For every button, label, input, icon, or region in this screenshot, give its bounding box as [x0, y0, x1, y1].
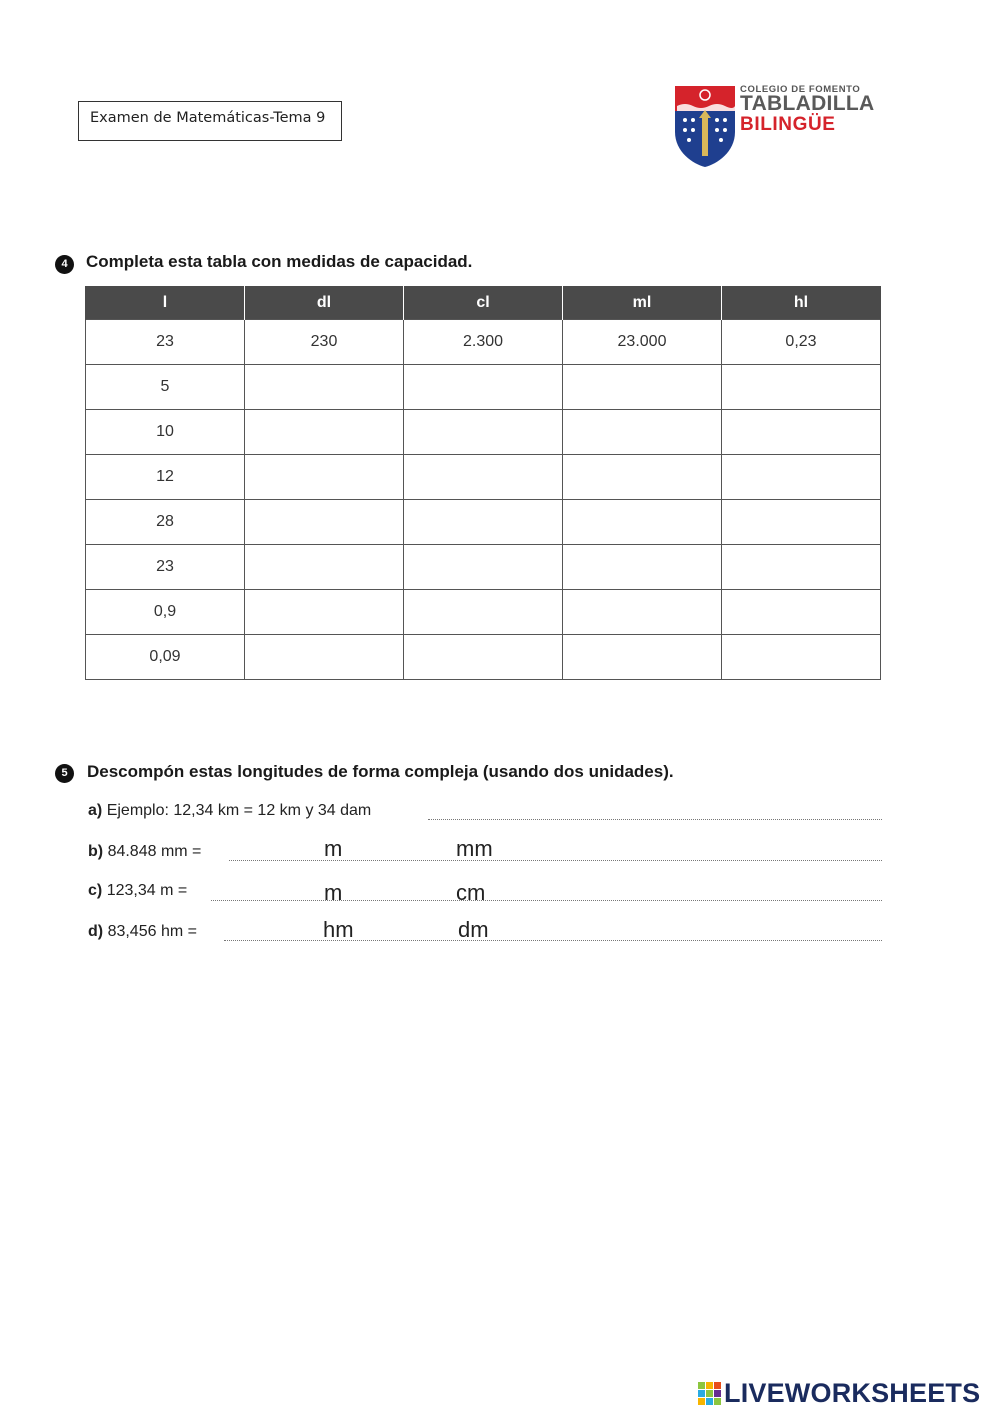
liveworksheets-logo-icon — [698, 1382, 722, 1406]
column-header: hl — [722, 286, 881, 320]
answer-cell[interactable] — [404, 365, 563, 410]
unit-label: m — [324, 836, 343, 861]
table-cell: 12 — [86, 455, 245, 500]
exercise-letter: b) — [88, 843, 104, 860]
answer-cell[interactable] — [245, 590, 404, 635]
answer-cell[interactable] — [404, 545, 563, 590]
exercise-text: 84.848 mm = — [107, 843, 202, 860]
answer-line — [428, 819, 882, 820]
answer-cell[interactable] — [245, 500, 404, 545]
table-cell: 0,09 — [86, 635, 245, 680]
unit-label: m — [324, 880, 343, 905]
answer-cell[interactable] — [404, 635, 563, 680]
table-cell: 0,23 — [722, 320, 881, 365]
exercise-text: Ejemplo: 12,34 km = 12 km y 34 dam — [106, 802, 372, 819]
answer-cell[interactable] — [245, 455, 404, 500]
answer-cell[interactable] — [563, 590, 722, 635]
answer-cell[interactable] — [722, 500, 881, 545]
answer-cell[interactable] — [563, 455, 722, 500]
answer-cell[interactable] — [563, 410, 722, 455]
exercise-letter: c) — [88, 882, 103, 899]
school-name-line1: COLEGIO DE FOMENTO — [740, 84, 861, 95]
table-row — [86, 545, 881, 590]
answer-cell[interactable] — [245, 410, 404, 455]
capacity-table — [85, 286, 881, 680]
table-row — [86, 635, 881, 680]
exercise-letter: a) — [88, 802, 103, 819]
table-cell: 23 — [86, 545, 245, 590]
column-header: ml — [563, 286, 722, 320]
question-4-prompt: Completa esta tabla con medidas de capacidad. — [86, 252, 473, 271]
column-header: cl — [404, 286, 563, 320]
answer-cell[interactable] — [245, 545, 404, 590]
question-5-number: 5 — [55, 764, 74, 783]
answer-cell[interactable] — [563, 365, 722, 410]
table-row — [86, 590, 881, 635]
school-name-line3: BILINGÜE — [740, 114, 836, 135]
table-row — [86, 455, 881, 500]
answer-cell[interactable] — [722, 365, 881, 410]
table-cell: 5 — [86, 365, 245, 410]
exercise-d — [88, 923, 197, 947]
exercise-text: 123,34 m = — [106, 882, 188, 899]
table-cell: 23 — [86, 320, 245, 365]
exercise-c — [88, 882, 187, 906]
column-header: l — [86, 286, 245, 320]
answer-cell[interactable] — [404, 455, 563, 500]
exercise-text: 83,456 hm = — [107, 923, 197, 940]
answer-cell[interactable] — [245, 635, 404, 680]
answer-cell[interactable] — [404, 500, 563, 545]
school-name-line2: TABLADILLA — [740, 92, 875, 115]
table-cell: 0,9 — [86, 590, 245, 635]
exam-title: Examen de Matemáticas-Tema 9 — [78, 101, 342, 141]
unit-label: dm — [458, 917, 489, 942]
answer-cell[interactable] — [722, 590, 881, 635]
answer-cell[interactable] — [722, 455, 881, 500]
table-row — [86, 320, 881, 365]
exercise-letter: d) — [88, 923, 104, 940]
answer-cell[interactable] — [563, 635, 722, 680]
table-row — [86, 500, 881, 545]
answer-cell[interactable] — [404, 590, 563, 635]
answer-cell[interactable] — [245, 365, 404, 410]
answer-cell[interactable] — [722, 410, 881, 455]
table-cell: 2.300 — [404, 320, 563, 365]
table-cell: 28 — [86, 500, 245, 545]
exercise-b — [88, 843, 201, 867]
unit-label: mm — [456, 836, 493, 861]
question-5-prompt: Descompón estas longitudes de forma compleja (usando dos unidades). — [87, 762, 674, 781]
school-logo — [673, 84, 883, 168]
unit-label: cm — [456, 880, 486, 905]
answer-cell[interactable] — [563, 545, 722, 590]
exercise-a — [88, 802, 371, 826]
school-crest-icon — [673, 84, 737, 168]
table-row — [86, 365, 881, 410]
answer-cell[interactable] — [563, 500, 722, 545]
column-header: dl — [245, 286, 404, 320]
liveworksheets-brand: LIVEWORKSHEETS — [724, 1378, 981, 1408]
table-cell: 230 — [245, 320, 404, 365]
table-row — [86, 410, 881, 455]
answer-cell[interactable] — [404, 410, 563, 455]
table-header-row — [86, 286, 881, 320]
answer-cell[interactable] — [722, 635, 881, 680]
table-cell: 10 — [86, 410, 245, 455]
table-cell: 23.000 — [563, 320, 722, 365]
question-4-number: 4 — [55, 255, 74, 274]
answer-cell[interactable] — [722, 545, 881, 590]
unit-label: hm — [323, 917, 354, 942]
answer-line[interactable] — [211, 900, 882, 901]
